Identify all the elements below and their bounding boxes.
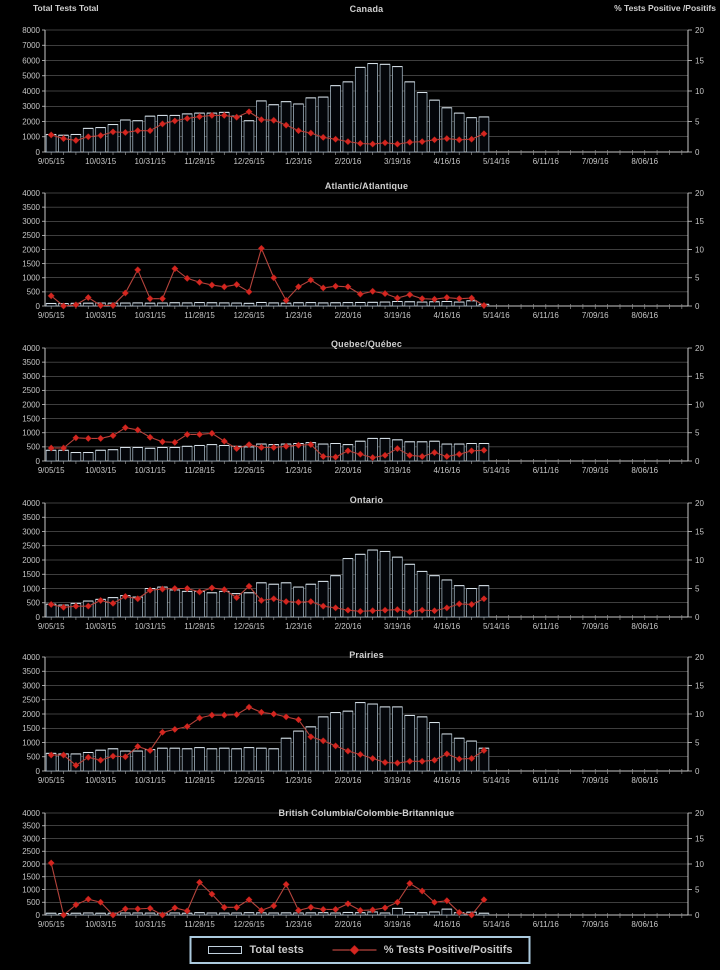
svg-text:9/05/15: 9/05/15 — [37, 466, 65, 475]
svg-text:4/16/16: 4/16/16 — [433, 920, 461, 929]
svg-text:1000: 1000 — [22, 428, 40, 438]
svg-text:4000: 4000 — [22, 808, 40, 818]
svg-text:3/19/16: 3/19/16 — [384, 776, 411, 785]
svg-text:4/16/16: 4/16/16 — [433, 776, 461, 785]
svg-text:3/19/16: 3/19/16 — [384, 920, 411, 929]
svg-text:1000: 1000 — [22, 584, 40, 594]
svg-text:2/20/16: 2/20/16 — [334, 622, 362, 631]
svg-text:500: 500 — [26, 898, 40, 908]
svg-text:3000: 3000 — [22, 681, 40, 691]
legend-label: Total tests — [249, 944, 304, 956]
svg-text:11/28/15: 11/28/15 — [184, 776, 215, 785]
svg-text:2500: 2500 — [22, 541, 40, 551]
svg-text:1/23/16: 1/23/16 — [285, 157, 312, 166]
svg-text:9/05/15: 9/05/15 — [37, 311, 65, 320]
svg-text:5: 5 — [695, 584, 700, 594]
svg-text:4/16/16: 4/16/16 — [433, 311, 461, 320]
svg-text:10/31/15: 10/31/15 — [134, 311, 166, 320]
svg-text:8000: 8000 — [22, 25, 40, 35]
svg-text:12/26/15: 12/26/15 — [233, 776, 265, 785]
panel-title: Canada — [349, 4, 384, 14]
plot — [0, 490, 720, 650]
svg-text:3500: 3500 — [22, 821, 40, 831]
svg-text:5/14/16: 5/14/16 — [482, 920, 510, 929]
svg-text:10/03/15: 10/03/15 — [85, 157, 117, 166]
svg-text:3/19/16: 3/19/16 — [384, 311, 411, 320]
svg-text:2/20/16: 2/20/16 — [334, 920, 362, 929]
svg-text:11/28/15: 11/28/15 — [184, 311, 215, 320]
svg-text:1500: 1500 — [22, 872, 40, 882]
svg-text:10/03/15: 10/03/15 — [85, 622, 117, 631]
panel-title: Atlantic/Atlantique — [324, 181, 409, 191]
svg-text:3/19/16: 3/19/16 — [384, 466, 411, 475]
svg-text:3500: 3500 — [22, 513, 40, 523]
svg-text:5/14/16: 5/14/16 — [482, 466, 510, 475]
svg-text:3/19/16: 3/19/16 — [384, 157, 411, 166]
svg-text:0: 0 — [695, 612, 700, 622]
svg-text:20: 20 — [695, 25, 704, 35]
svg-text:12/26/15: 12/26/15 — [233, 157, 265, 166]
panel-title: Ontario — [349, 495, 384, 505]
svg-text:2/20/16: 2/20/16 — [334, 311, 362, 320]
svg-text:0: 0 — [35, 612, 40, 622]
right-axis-title: % Tests Positive /Positifs — [614, 3, 716, 13]
svg-text:10/03/15: 10/03/15 — [85, 466, 117, 475]
svg-text:7/09/16: 7/09/16 — [581, 920, 609, 929]
svg-text:10/31/15: 10/31/15 — [134, 622, 166, 631]
svg-text:5/14/16: 5/14/16 — [482, 311, 510, 320]
svg-text:500: 500 — [26, 287, 40, 297]
svg-text:8/06/16: 8/06/16 — [631, 622, 659, 631]
svg-text:5/14/16: 5/14/16 — [482, 776, 510, 785]
line-swatch-icon — [332, 944, 378, 956]
svg-text:1500: 1500 — [22, 724, 40, 734]
svg-text:10/03/15: 10/03/15 — [85, 311, 117, 320]
chart-panel-5 — [0, 808, 720, 936]
svg-text:2500: 2500 — [22, 847, 40, 857]
svg-text:2000: 2000 — [22, 709, 40, 719]
svg-text:15: 15 — [695, 834, 704, 844]
panel-title: Prairies — [349, 650, 384, 660]
svg-text:10: 10 — [695, 400, 704, 410]
svg-text:3000: 3000 — [22, 217, 40, 227]
svg-text:6/11/16: 6/11/16 — [532, 622, 559, 631]
svg-text:10: 10 — [695, 245, 704, 255]
svg-text:10/03/15: 10/03/15 — [85, 920, 117, 929]
svg-text:7/09/16: 7/09/16 — [581, 311, 609, 320]
svg-text:10/03/15: 10/03/15 — [85, 776, 117, 785]
svg-text:0: 0 — [35, 147, 40, 157]
chart-panel-1 — [0, 172, 720, 330]
svg-text:10/31/15: 10/31/15 — [134, 466, 166, 475]
svg-text:9/05/15: 9/05/15 — [37, 920, 65, 929]
legend-item-total-tests — [208, 944, 304, 956]
svg-text:6/11/16: 6/11/16 — [532, 776, 559, 785]
svg-text:500: 500 — [26, 442, 40, 452]
svg-text:10: 10 — [695, 86, 704, 96]
legend-item-positivity — [332, 944, 513, 956]
svg-text:5/14/16: 5/14/16 — [482, 622, 510, 631]
svg-text:4000: 4000 — [22, 188, 40, 198]
svg-text:10/31/15: 10/31/15 — [134, 157, 166, 166]
svg-text:9/05/15: 9/05/15 — [37, 157, 65, 166]
svg-text:15: 15 — [695, 527, 704, 537]
svg-text:0: 0 — [35, 766, 40, 776]
svg-text:0: 0 — [35, 301, 40, 311]
svg-text:8/06/16: 8/06/16 — [631, 466, 659, 475]
svg-text:1/23/16: 1/23/16 — [285, 776, 312, 785]
svg-text:8/06/16: 8/06/16 — [631, 920, 659, 929]
svg-text:6/11/16: 6/11/16 — [532, 311, 559, 320]
svg-text:4/16/16: 4/16/16 — [433, 157, 461, 166]
svg-text:12/26/15: 12/26/15 — [233, 311, 265, 320]
svg-text:1000: 1000 — [22, 738, 40, 748]
svg-text:20: 20 — [695, 343, 704, 353]
svg-text:0: 0 — [695, 456, 700, 466]
svg-text:2500: 2500 — [22, 386, 40, 396]
svg-text:5: 5 — [695, 738, 700, 748]
plot — [0, 808, 720, 936]
svg-text:12/26/15: 12/26/15 — [233, 622, 265, 631]
svg-text:2/20/16: 2/20/16 — [334, 157, 362, 166]
svg-text:4/16/16: 4/16/16 — [433, 622, 461, 631]
svg-text:2/20/16: 2/20/16 — [334, 466, 362, 475]
svg-text:20: 20 — [695, 498, 704, 508]
svg-text:1500: 1500 — [22, 570, 40, 580]
svg-text:3000: 3000 — [22, 527, 40, 537]
svg-text:3500: 3500 — [22, 202, 40, 212]
svg-text:1500: 1500 — [22, 414, 40, 424]
svg-text:2000: 2000 — [22, 117, 40, 127]
svg-text:3500: 3500 — [22, 667, 40, 677]
svg-text:10: 10 — [695, 859, 704, 869]
chart-panel-0 — [0, 0, 720, 172]
svg-text:7/09/16: 7/09/16 — [581, 622, 609, 631]
svg-text:1000: 1000 — [22, 132, 40, 142]
plot — [0, 650, 720, 808]
svg-text:3000: 3000 — [22, 834, 40, 844]
svg-text:8/06/16: 8/06/16 — [631, 157, 659, 166]
svg-text:3/19/16: 3/19/16 — [384, 622, 411, 631]
panel-title: Quebec/Québec — [330, 339, 403, 349]
svg-text:4000: 4000 — [22, 343, 40, 353]
legend — [190, 936, 531, 964]
svg-text:500: 500 — [26, 752, 40, 762]
chart-panel-3 — [0, 490, 720, 650]
svg-text:15: 15 — [695, 56, 704, 66]
svg-text:9/05/15: 9/05/15 — [37, 622, 65, 631]
svg-text:5: 5 — [695, 885, 700, 895]
svg-text:8/06/16: 8/06/16 — [631, 311, 659, 320]
svg-text:10: 10 — [695, 555, 704, 565]
svg-text:2500: 2500 — [22, 231, 40, 241]
svg-text:1/23/16: 1/23/16 — [285, 311, 312, 320]
svg-text:0: 0 — [695, 766, 700, 776]
svg-text:1000: 1000 — [22, 885, 40, 895]
plot — [0, 330, 720, 490]
svg-text:0: 0 — [35, 456, 40, 466]
svg-text:7000: 7000 — [22, 41, 40, 51]
svg-text:6000: 6000 — [22, 56, 40, 66]
svg-text:10/31/15: 10/31/15 — [134, 776, 166, 785]
svg-text:5000: 5000 — [22, 71, 40, 81]
svg-text:15: 15 — [695, 372, 704, 382]
svg-text:500: 500 — [26, 598, 40, 608]
svg-text:0: 0 — [695, 147, 700, 157]
svg-text:11/28/15: 11/28/15 — [184, 920, 215, 929]
svg-text:20: 20 — [695, 808, 704, 818]
svg-text:7/09/16: 7/09/16 — [581, 157, 609, 166]
svg-text:2000: 2000 — [22, 859, 40, 869]
svg-text:2/20/16: 2/20/16 — [334, 776, 362, 785]
svg-text:2500: 2500 — [22, 695, 40, 705]
svg-text:6/11/16: 6/11/16 — [532, 157, 559, 166]
svg-text:10/31/15: 10/31/15 — [134, 920, 166, 929]
plot — [0, 0, 720, 172]
svg-text:8/06/16: 8/06/16 — [631, 776, 659, 785]
left-axis-title: Total Tests Total — [33, 3, 99, 13]
bar-swatch-icon — [208, 944, 244, 956]
svg-text:3000: 3000 — [22, 102, 40, 112]
svg-text:5: 5 — [695, 273, 700, 283]
svg-text:15: 15 — [695, 217, 704, 227]
svg-text:10: 10 — [695, 709, 704, 719]
svg-text:2000: 2000 — [22, 555, 40, 565]
svg-text:3000: 3000 — [22, 372, 40, 382]
svg-text:3500: 3500 — [22, 357, 40, 367]
svg-text:7/09/16: 7/09/16 — [581, 466, 609, 475]
svg-text:0: 0 — [695, 301, 700, 311]
svg-text:2000: 2000 — [22, 245, 40, 255]
svg-text:11/28/15: 11/28/15 — [184, 466, 215, 475]
svg-text:5: 5 — [695, 117, 700, 127]
chart-panel-4 — [0, 650, 720, 808]
chart-panel-2 — [0, 330, 720, 490]
svg-text:2000: 2000 — [22, 400, 40, 410]
legend-label: % Tests Positive/Positifs — [383, 944, 513, 956]
svg-text:1/23/16: 1/23/16 — [285, 920, 312, 929]
svg-text:20: 20 — [695, 652, 704, 662]
svg-text:11/28/15: 11/28/15 — [184, 622, 215, 631]
svg-text:7/09/16: 7/09/16 — [581, 776, 609, 785]
svg-text:11/28/15: 11/28/15 — [184, 157, 215, 166]
svg-text:1/23/16: 1/23/16 — [285, 466, 312, 475]
svg-text:0: 0 — [35, 910, 40, 920]
svg-text:4000: 4000 — [22, 498, 40, 508]
panel-title: British Columbia/Colombie-Britannique — [278, 808, 455, 818]
svg-text:1/23/16: 1/23/16 — [285, 622, 312, 631]
svg-text:12/26/15: 12/26/15 — [233, 920, 265, 929]
svg-text:0: 0 — [695, 910, 700, 920]
svg-text:6/11/16: 6/11/16 — [532, 920, 559, 929]
svg-text:1500: 1500 — [22, 259, 40, 269]
svg-text:4000: 4000 — [22, 86, 40, 96]
svg-text:5/14/16: 5/14/16 — [482, 157, 510, 166]
svg-text:4/16/16: 4/16/16 — [433, 466, 461, 475]
svg-text:1000: 1000 — [22, 273, 40, 283]
svg-text:5: 5 — [695, 428, 700, 438]
svg-text:20: 20 — [695, 188, 704, 198]
svg-text:6/11/16: 6/11/16 — [532, 466, 559, 475]
svg-text:4000: 4000 — [22, 652, 40, 662]
svg-text:12/26/15: 12/26/15 — [233, 466, 265, 475]
svg-text:9/05/15: 9/05/15 — [37, 776, 65, 785]
svg-text:15: 15 — [695, 681, 704, 691]
plot — [0, 172, 720, 330]
